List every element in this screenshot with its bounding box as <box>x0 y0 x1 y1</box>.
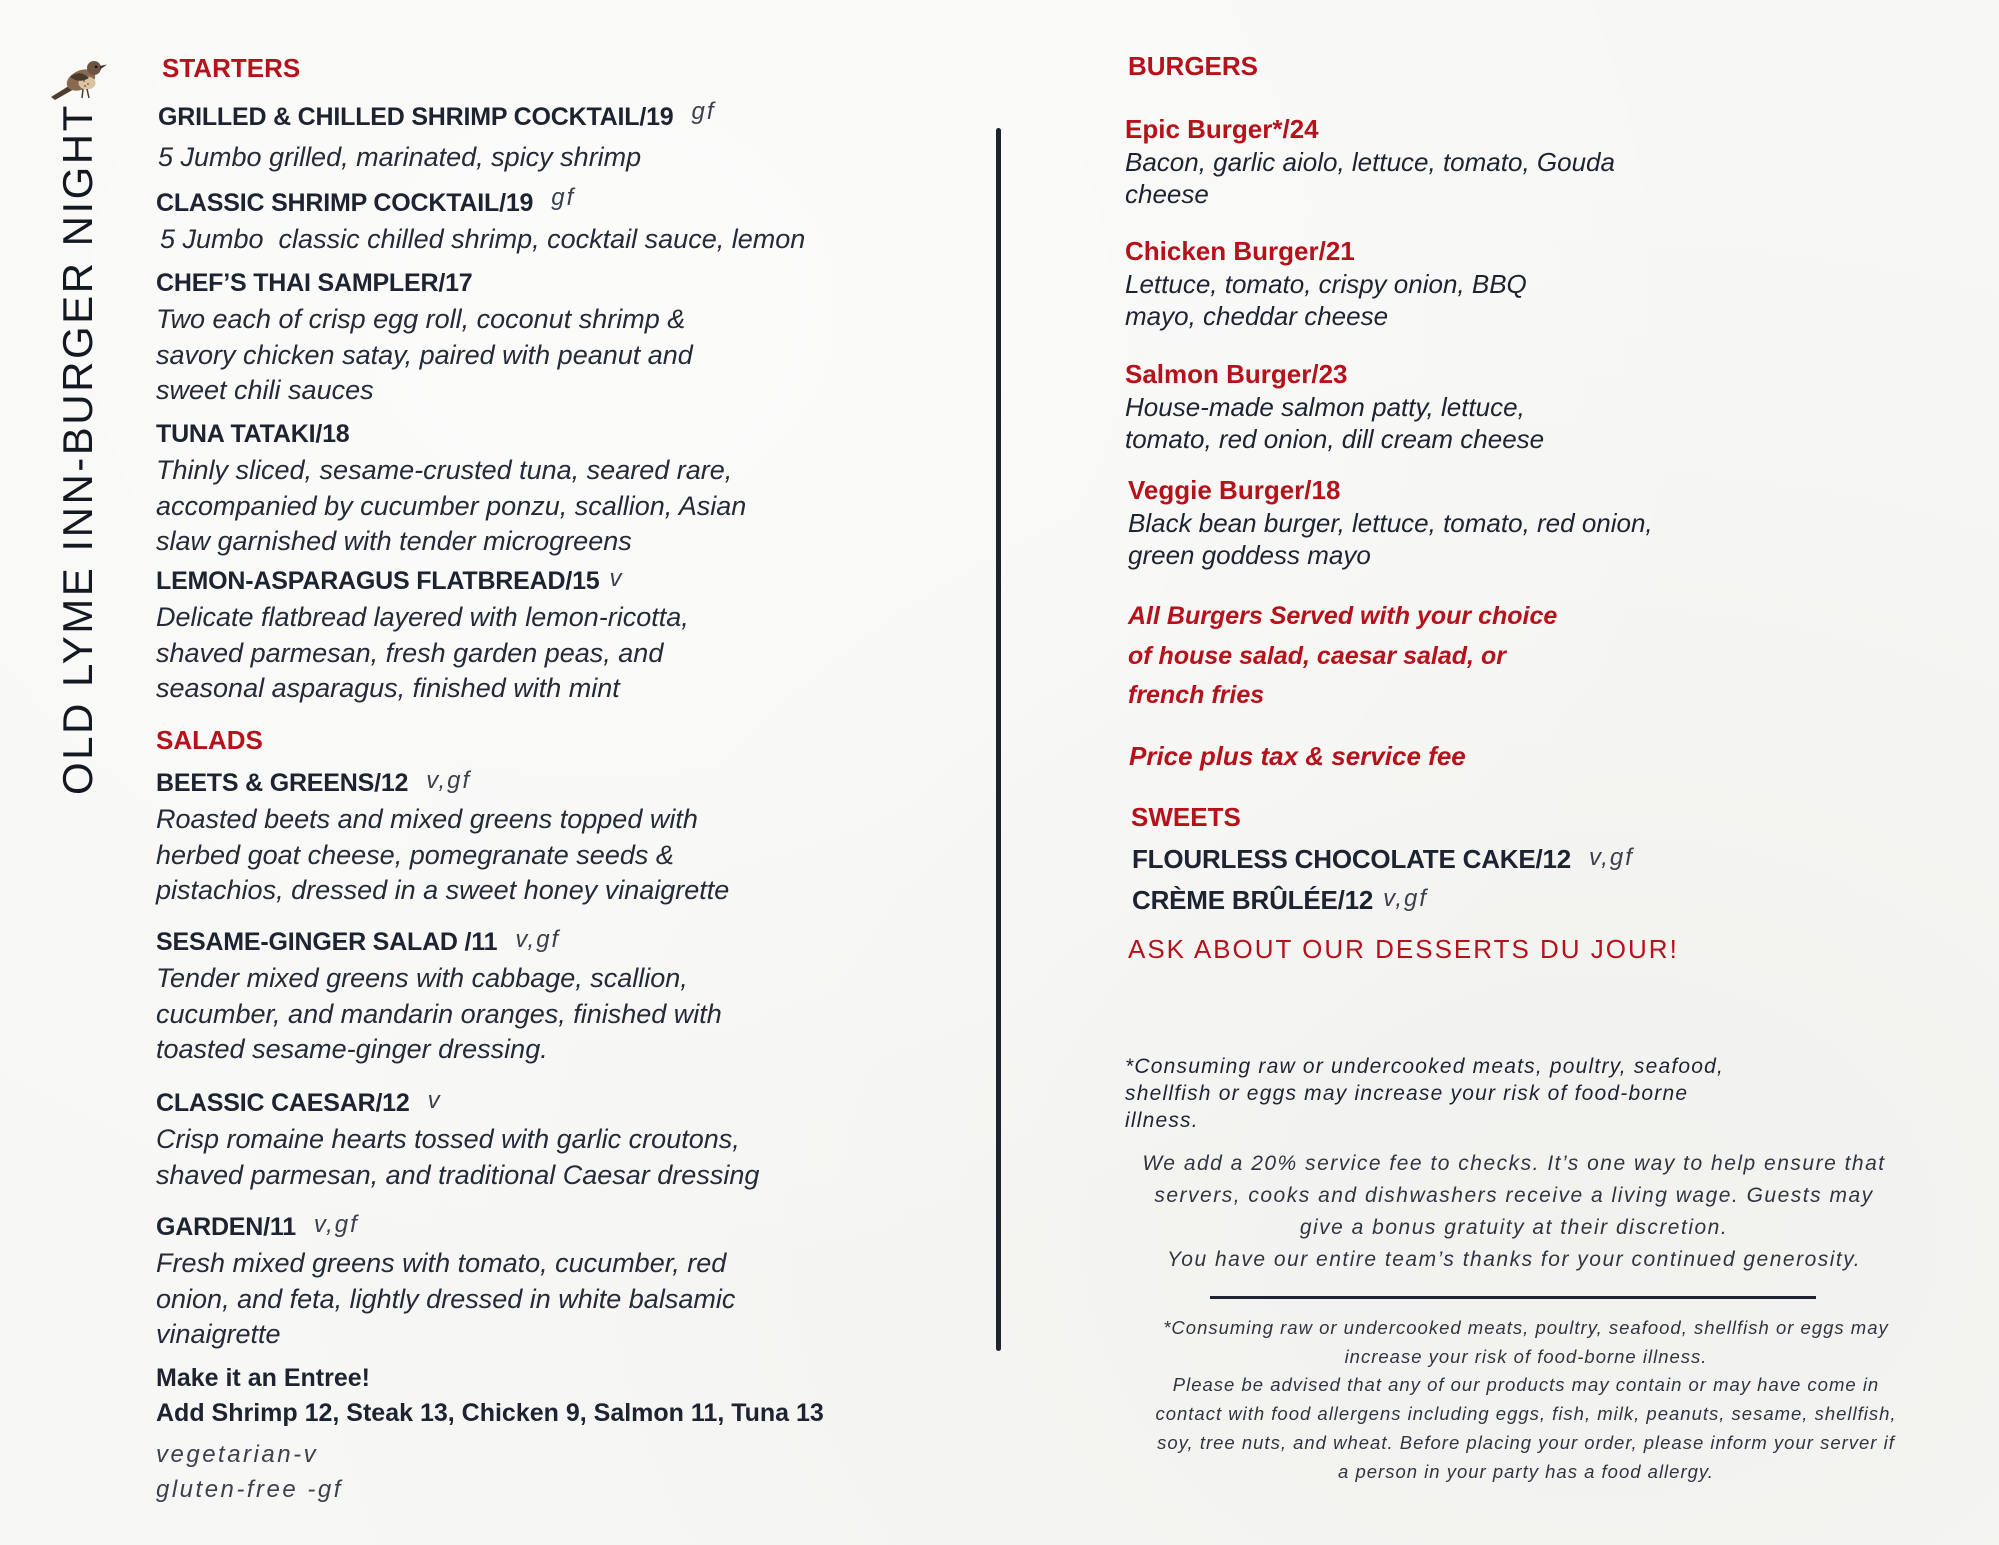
allergy-line: a person in your party has a food allergy. <box>1338 1460 1714 1482</box>
menu-item <box>156 184 805 258</box>
item-name: CLASSIC SHRIMP COCKTAIL/19 <box>156 189 534 217</box>
item-description-line: vinaigrette <box>156 1319 281 1349</box>
item-description-line: Roasted beets and mixed greens topped with <box>156 804 698 834</box>
item-name: GARDEN/11 <box>156 1213 296 1241</box>
dietary-legend <box>156 1437 343 1507</box>
item-name: BEETS & GREENS/12 <box>156 769 409 797</box>
menu-item <box>158 98 716 176</box>
item-name: Salmon Burger/23 <box>1125 359 1348 389</box>
item-description-line: shaved parmesan, and traditional Caesar dressing <box>156 1159 760 1190</box>
diet-tag: v <box>609 565 624 592</box>
item-title-row <box>156 1208 735 1246</box>
diet-tag: v,gf <box>313 1211 359 1238</box>
section-divider <box>1210 1296 1816 1299</box>
menu-item <box>156 562 689 707</box>
item-description-line: Black bean burger, lettuce, tomato, red onion, <box>1128 508 1653 538</box>
burgers-heading: BURGERS <box>1128 51 1259 81</box>
item-description-line: Fresh mixed greens with tomato, cucumber, red <box>156 1248 727 1278</box>
item-name: Veggie Burger/18 <box>1128 475 1341 505</box>
allergy-line: soy, tree nuts, and wheat. Before placing your order, please inform your server if <box>1157 1431 1895 1453</box>
menu-item <box>1132 840 1634 878</box>
item-title-row <box>156 264 693 302</box>
burger-sides-note <box>1128 597 1557 716</box>
menu-item <box>156 1208 735 1353</box>
starters-heading: STARTERS <box>162 53 301 83</box>
item-description-line: onion, and feta, lightly dressed in white balsamic <box>156 1283 736 1314</box>
item-description-line: sweet chili sauces <box>156 375 374 405</box>
allergy-line: Please be advised that any of our products may contain or may have come in <box>1172 1374 1880 1396</box>
service-fee-line: We add a 20% service fee to checks. It’s one way to help ensure that <box>1142 1152 1886 1175</box>
item-description-line: cheese <box>1125 179 1209 209</box>
item-name: Epic Burger*/24 <box>1125 114 1319 144</box>
item-title-row <box>156 415 746 453</box>
menu-item <box>1125 234 1527 332</box>
diet-tag: v,gf <box>426 767 472 794</box>
entree-upgrade <box>156 1361 824 1431</box>
menu-item <box>156 264 693 409</box>
item-title-row <box>156 764 729 802</box>
entree-upgrade-options: Add Shrimp 12, Steak 13, Chicken 9, Salmon 11, Tuna 13 <box>156 1399 824 1427</box>
allergy-notice <box>1096 1314 1956 1486</box>
item-description-line: herbed goat cheese, pomegranate seeds & <box>156 839 674 870</box>
item-name: Chicken Burger/21 <box>1125 236 1355 266</box>
item-description-line: savory chicken satay, paired with peanut and <box>156 339 693 370</box>
item-description-line: Lettuce, tomato, crispy onion, BBQ <box>1125 269 1527 299</box>
sweets-heading: SWEETS <box>1131 802 1241 832</box>
service-fee-line: You have our entire team’s thanks for your continued generosity. <box>1166 1248 1862 1271</box>
diet-tag: v <box>427 1087 442 1114</box>
item-description-line: toasted sesame-ginger dressing. <box>156 1034 548 1064</box>
warning-line: shellfish or eggs may increase your risk of food-borne <box>1125 1082 1689 1105</box>
sides-note-line: of house salad, caesar salad, or <box>1128 641 1506 670</box>
sides-note-line: french fries <box>1128 681 1265 709</box>
desserts-special: ASK ABOUT OUR DESSERTS DU JOUR! <box>1128 934 1679 964</box>
menu-vertical-title: OLD LYME INN-BURGER NIGHT <box>54 103 101 795</box>
item-description-line: accompanied by cucumber ponzu, scallion, Asian <box>156 490 747 521</box>
item-description-line: Crisp romaine hearts tossed with garlic croutons, <box>156 1124 740 1154</box>
warning-line: *Consuming raw or undercooked meats, poultry, seafood, <box>1125 1055 1725 1078</box>
item-name: GRILLED & CHILLED SHRIMP COCKTAIL/19 <box>158 103 674 131</box>
salads-heading: SALADS <box>156 725 263 755</box>
item-name: CHEF’S THAI SAMPLER/17 <box>156 269 473 297</box>
menu-item <box>156 415 746 560</box>
item-description-line: cucumber, and mandarin oranges, finished with <box>156 998 722 1029</box>
sides-note-line: All Burgers Served with your choice <box>1128 602 1558 630</box>
menu-item <box>1125 112 1615 210</box>
diet-tag: v,gf <box>515 926 561 953</box>
consumption-warning <box>1125 1053 1724 1134</box>
item-description-line: Thinly sliced, sesame-crusted tuna, seared rare, <box>156 455 733 485</box>
service-fee-line: servers, cooks and dishwashers receive a living wage. Guests may <box>1154 1184 1874 1207</box>
column-divider <box>996 128 1001 1351</box>
menu-item <box>1132 881 1428 919</box>
item-description-line: seasonal asparagus, finished with mint <box>156 673 620 703</box>
item-name: TUNA TATAKI/18 <box>156 420 350 448</box>
item-title-row <box>156 1084 759 1122</box>
item-description-line: Bacon, garlic aiolo, lettuce, tomato, Gouda <box>1125 147 1615 177</box>
item-title-row <box>156 923 722 961</box>
service-fee-note <box>1109 1148 1919 1276</box>
item-name: SESAME-GINGER SALAD /11 <box>156 928 498 956</box>
item-name: LEMON-ASPARAGUS FLATBREAD/15 <box>156 567 600 595</box>
item-title-row <box>158 98 716 136</box>
diet-tag: v,gf <box>1589 844 1634 871</box>
menu-item <box>1128 473 1653 571</box>
item-name: FLOURLESS CHOCOLATE CAKE/12 <box>1132 844 1572 874</box>
menu-item <box>156 764 729 909</box>
menu-item <box>1125 357 1544 455</box>
item-description-line: mayo, cheddar cheese <box>1125 301 1389 331</box>
bird-icon <box>48 54 108 104</box>
warning-line: illness. <box>1125 1109 1199 1132</box>
diet-tag: gf <box>691 98 716 125</box>
diet-tag: gf <box>551 184 576 211</box>
item-name: CLASSIC CAESAR/12 <box>156 1089 410 1117</box>
item-description-line: Two each of crisp egg roll, coconut shrimp & <box>156 304 686 334</box>
allergy-line: *Consuming raw or undercooked meats, poultry, seafood, shellfish or eggs may <box>1163 1317 1889 1338</box>
item-description-line: green goddess mayo <box>1128 540 1371 570</box>
item-description-line: Tender mixed greens with cabbage, scallion, <box>156 963 688 993</box>
item-description-line: pistachios, dressed in a sweet honey vinaigrette <box>156 875 730 905</box>
menu-item <box>156 923 722 1068</box>
item-description-line: slaw garnished with tender microgreens <box>156 526 632 556</box>
item-description-line: 5 Jumbo grilled, marinated, spicy shrimp <box>158 142 642 172</box>
allergy-line: contact with food allergens including eggs, fish, milk, peanuts, sesame, shellfish, <box>1155 1403 1897 1425</box>
price-note: Price plus tax & service fee <box>1129 741 1466 771</box>
diet-tag: v,gf <box>1383 885 1429 912</box>
allergy-line: increase your risk of food-borne illness. <box>1344 1345 1708 1367</box>
entree-upgrade-title: Make it an Entree! <box>156 1364 370 1392</box>
item-name: CRÈME BRÛLÉE/12 <box>1132 885 1374 915</box>
item-title-row <box>156 562 689 600</box>
item-description-line: Delicate flatbread layered with lemon-ricotta, <box>156 602 689 632</box>
legend-gluten-free: gluten-free -gf <box>156 1476 343 1503</box>
service-fee-line: give a bonus gratuity at their discretion. <box>1299 1216 1729 1239</box>
item-title-row <box>156 184 805 222</box>
item-description-line: House-made salmon patty, lettuce, <box>1125 392 1525 422</box>
item-description-line: shaved parmesan, fresh garden peas, and <box>156 637 664 668</box>
menu-item <box>156 1084 759 1193</box>
item-description-line: tomato, red onion, dill cream cheese <box>1125 424 1545 454</box>
item-description-line: 5 Jumbo classic chilled shrimp, cocktail sauce, lemon <box>160 224 806 254</box>
legend-vegetarian: vegetarian-v <box>156 1441 319 1468</box>
